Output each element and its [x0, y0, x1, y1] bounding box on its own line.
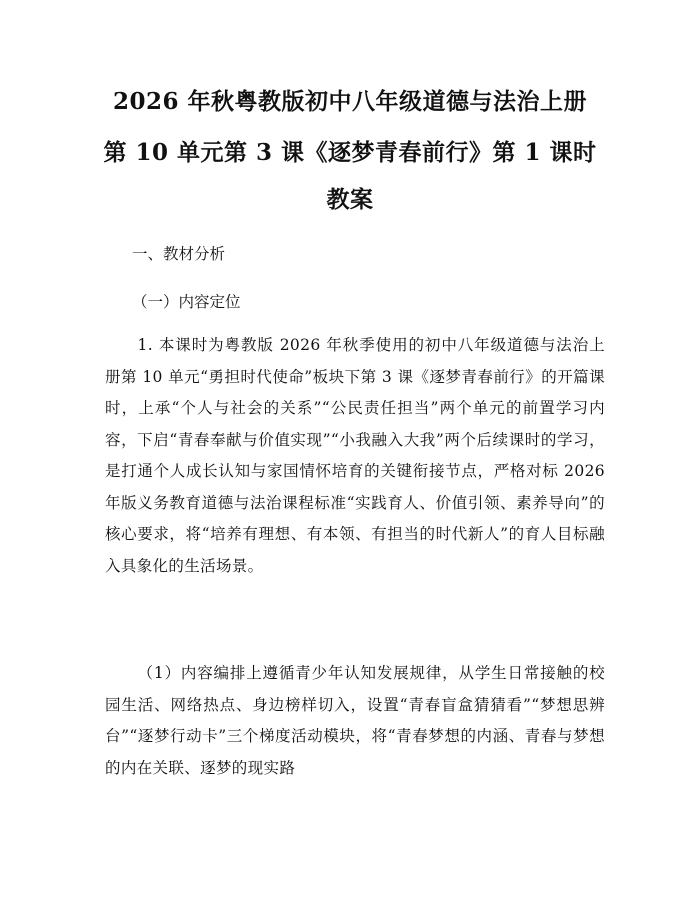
document-title-line-3: 教案 — [326, 186, 374, 213]
document-title-line-1: 2026 年秋粤教版初中八年级道德与法治上册 — [112, 88, 588, 115]
subsection-heading-content-positioning: （一）内容定位 — [132, 293, 241, 311]
body-paragraph-2: （1）内容编排上遵循青少年认知发展规律，从学生日常接触的校园生活、网络热点、身边榜样切入，设置“青春盲盒猜猜看”“梦想思辨台”“逐梦行动卡”三个梯度活动模块，将“青春梦想的内涵、青春与梦想的内在关联、逐梦的现实路 — [105, 664, 605, 777]
body-paragraph-1: 1. 本课时为粤教版 2026 年秋季使用的初中八年级道德与法治上册第 10 单元“勇担时代使命”板块下第 3 课《逐梦青春前行》的开篇课时，上承“个人与社会的关系”“公民责任担当”两个单元的前置学习内容，下启“青春奉献与价值实现”“小我融入大我”两个后续课时的学习，是打通个人成长认知与家国情怀培育的关键衔接节点，严格对标 2026 年版义务教育道德与法治课程标准“实践育人、价值引领、素养导向”的核心要求，将“培养有理想、有本领、有担当的时代新人”的育人目标融入具象化的生活场景。 — [105, 336, 605, 575]
document-title-line-2: 第 10 单元第 3 课《逐梦青春前行》第 1 课时 — [103, 139, 597, 166]
section-heading-textbook-analysis: 一、教材分析 — [132, 245, 226, 263]
